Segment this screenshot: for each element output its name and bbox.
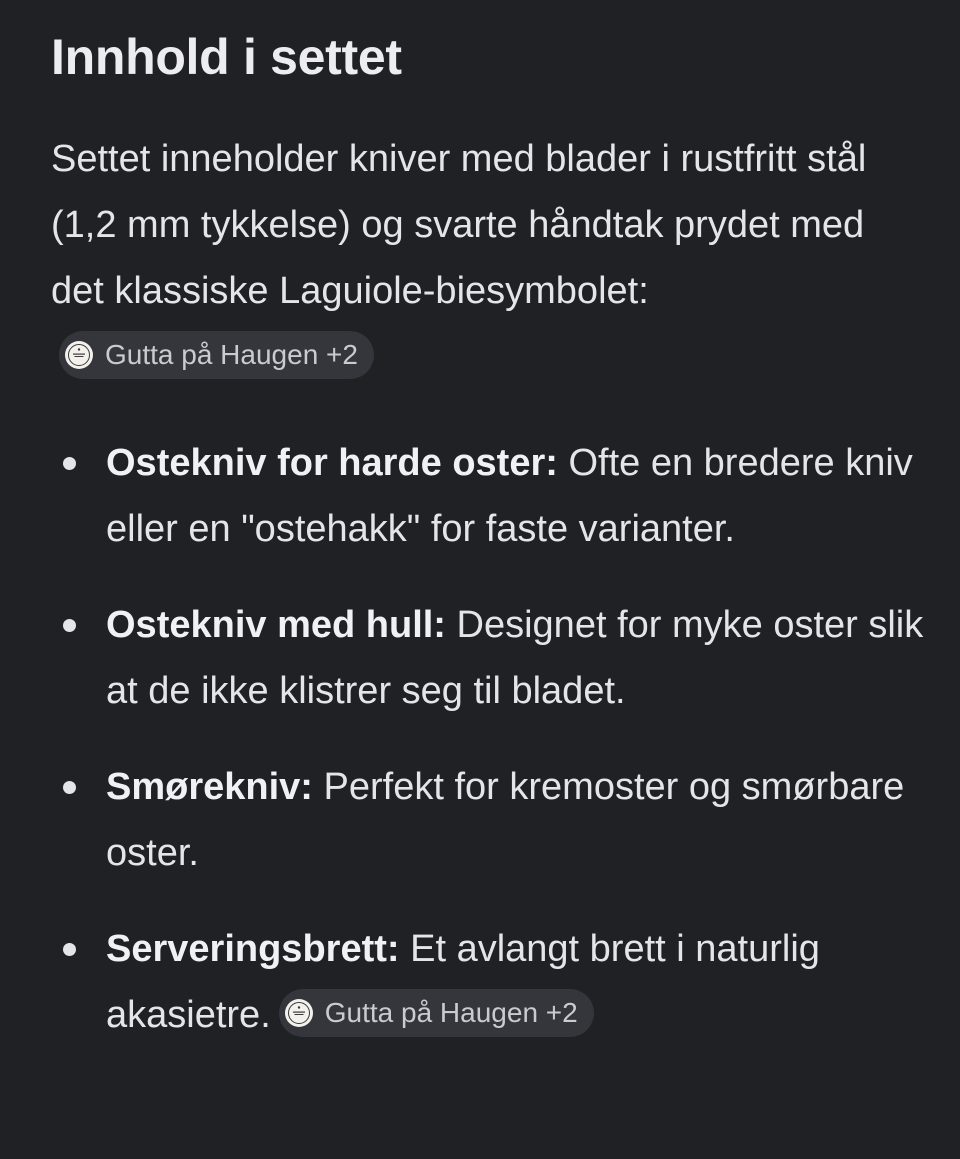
item-list	[51, 430, 931, 1048]
source-chip-label: Gutta på Haugen +2	[324, 996, 578, 1028]
bullet-dot	[63, 943, 76, 956]
intro-paragraph	[51, 126, 911, 390]
item-term: Serveringsbrett:	[106, 928, 400, 970]
list-item	[51, 916, 931, 1048]
item-description: Et avlangt brett i naturlig akasietre.	[106, 928, 820, 1036]
item-description: Designet for myke oster slik at de ikke klistrer seg til bladet.	[106, 604, 924, 712]
bullet-dot	[63, 781, 76, 794]
item-term: Smørekniv:	[106, 766, 313, 808]
item-description: Perfekt for kremoster og smørbare oster.	[106, 766, 905, 874]
list-item	[51, 754, 931, 886]
item-term: Ostekniv med hull:	[106, 604, 446, 646]
source-chip[interactable]	[59, 331, 374, 379]
item-term: Ostekniv for harde oster:	[106, 442, 558, 484]
intro-text: Settet inneholder kniver med blader i rustfritt stål (1,2 mm tykkelse) og svarte håndtak prydet med det klassiske Laguiole-biesymbolet:	[51, 138, 867, 312]
list-item	[51, 592, 931, 724]
gutta-pa-haugen-logo-icon	[65, 341, 93, 369]
item-description: Ofte en bredere kniv eller en "ostehakk" for faste varianter.	[106, 442, 913, 550]
gutta-pa-haugen-logo-icon	[285, 999, 313, 1027]
source-chip-label: Gutta på Haugen +2	[105, 338, 358, 370]
bullet-dot	[63, 619, 76, 632]
source-chip[interactable]	[279, 989, 594, 1037]
bullet-dot	[63, 457, 76, 470]
section-heading: Innhold i settet	[51, 29, 402, 85]
list-item	[51, 430, 931, 562]
